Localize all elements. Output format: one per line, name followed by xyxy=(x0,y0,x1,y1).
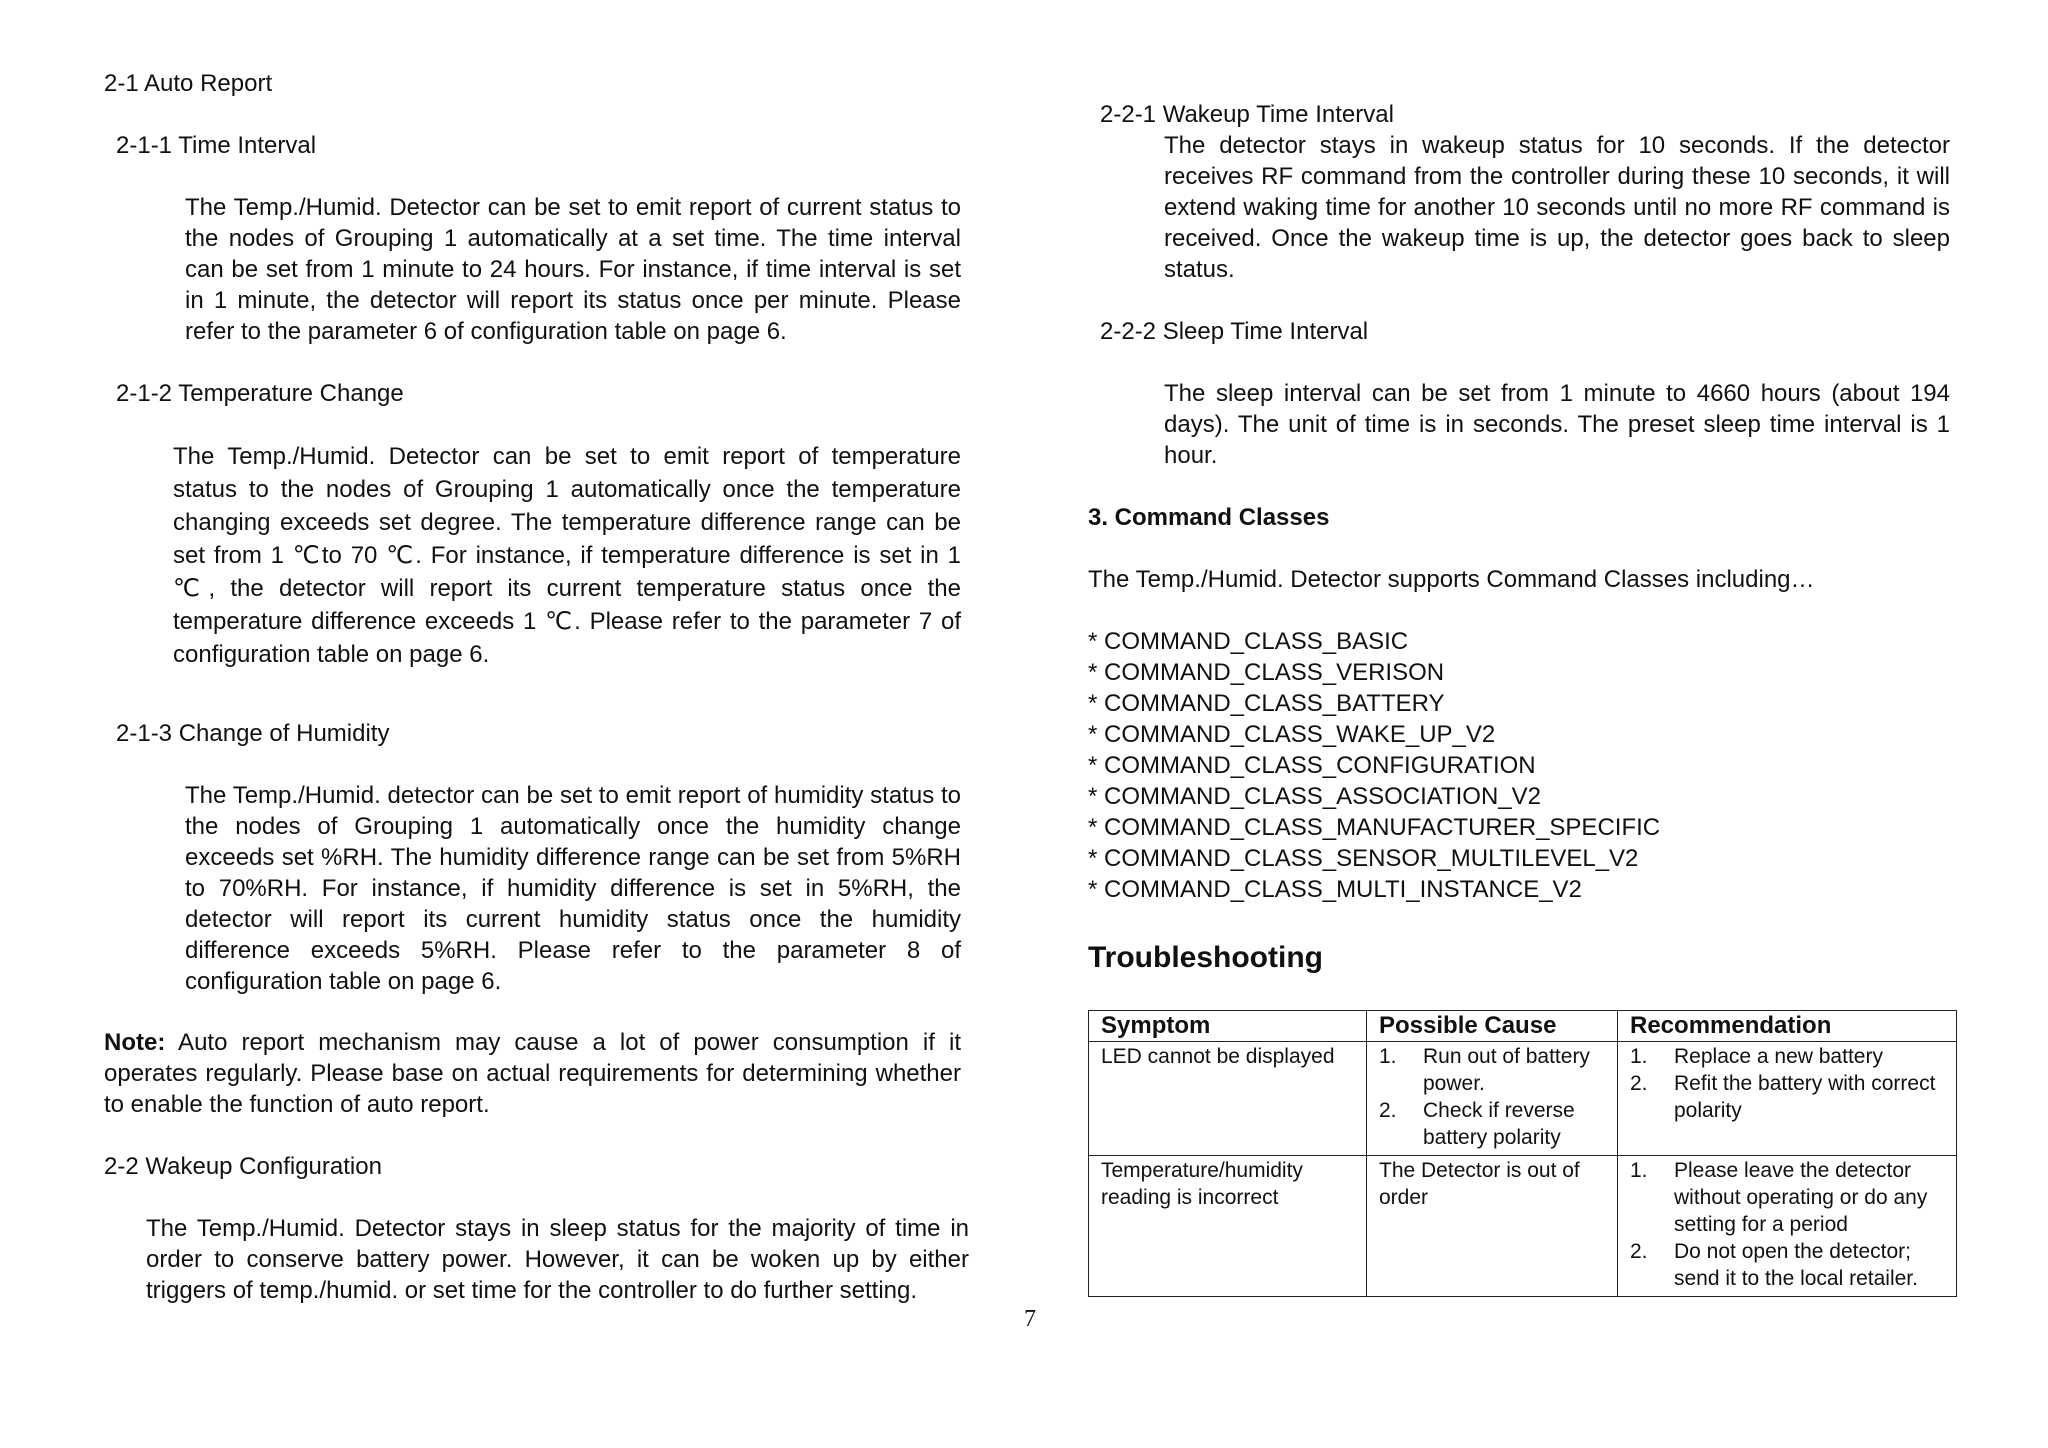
command-classes-intro: The Temp./Humid. Detector supports Command Classes including… xyxy=(1088,566,1815,593)
list-item: * COMMAND_CLASS_WAKE_UP_V2 xyxy=(1088,721,1496,748)
recommendation-cell xyxy=(1618,1042,1957,1156)
heading-2-2: 2-2 Wakeup Configuration xyxy=(104,1153,382,1180)
recommendation-list xyxy=(1630,1043,1944,1124)
list-text: Refit the battery with correct polarity xyxy=(1674,1072,1936,1122)
heading-2-1-1: 2-1-1 Time Interval xyxy=(116,132,317,159)
paragraph-2-1-3: The Temp./Humid. detector can be set to emit report of humidity status to the nodes of Grouping 1 automatically once the humidity change exceeds set %RH. The humidity difference range can be set from 5%RH to 70%RH. For instance, if humidity difference is set in 5%RH, the detector will report its current humidity status once the humidity difference exceeds 5%RH. Please refer to the parameter 8 of configuration table on page 6. xyxy=(185,782,961,995)
heading-2-2-1: 2-2-1 Wakeup Time Interval xyxy=(1100,101,1394,128)
list-item xyxy=(1379,1097,1605,1151)
column-header-recommendation: Recommendation xyxy=(1618,1011,1957,1042)
paragraph-2-2: The Temp./Humid. Detector stays in sleep status for the majority of time in order to conserve battery power. However, it can be woken up by either triggers of temp./humid. or set time for the controller to do further setting. xyxy=(146,1215,969,1304)
list-text: Please leave the detector without operating or do any setting for a period xyxy=(1674,1159,1928,1236)
cause-cell xyxy=(1367,1042,1618,1156)
note-paragraph xyxy=(104,1027,961,1120)
paragraph-2-1-1: The Temp./Humid. Detector can be set to emit report of current status to the nodes of Grouping 1 automatically at a set time. The time interval can be set from 1 minute to 24 hours. For instance, if time interval is set in 1 minute, the detector will report its status once per minute. Please refer to the parameter 6 of configuration table on page 6. xyxy=(185,194,961,345)
heading-2-1-2: 2-1-2 Temperature Change xyxy=(116,380,404,407)
column-header-cause: Possible Cause xyxy=(1367,1011,1618,1042)
table-header-row xyxy=(1089,1011,1957,1042)
table-row xyxy=(1089,1156,1957,1297)
list-item xyxy=(1379,1043,1605,1097)
list-number: 2. xyxy=(1630,1072,1648,1095)
command-class-list xyxy=(1088,626,1660,905)
list-item xyxy=(1630,1238,1944,1292)
list-item: * COMMAND_CLASS_BASIC xyxy=(1088,628,1409,655)
list-item: * COMMAND_CLASS_ASSOCIATION_V2 xyxy=(1088,783,1542,810)
heading-2-1: 2-1 Auto Report xyxy=(104,70,273,97)
note-text: Auto report mechanism may cause a lot of power consumption if it operates regularly. Please base on actual requirements for determining whether to enable the function of auto report. xyxy=(104,1029,961,1118)
heading-command-classes: 3. Command Classes xyxy=(1088,504,1330,531)
page-number: 7 xyxy=(1024,1306,1036,1332)
list-text: Run out of battery power. xyxy=(1423,1045,1590,1095)
heading-2-1-3: 2-1-3 Change of Humidity xyxy=(116,720,390,747)
list-item: * COMMAND_CLASS_SENSOR_MULTILEVEL_V2 xyxy=(1088,845,1639,872)
recommendation-cell xyxy=(1618,1156,1957,1297)
list-item xyxy=(1630,1070,1944,1124)
list-text: Do not open the detector; send it to the local retailer. xyxy=(1674,1240,1918,1290)
paragraph-2-1-2: The Temp./Humid. Detector can be set to emit report of temperature status to the nodes of Grouping 1 automatically once the temperature changing exceeds set degree. The temperature difference range can be set from 1 ℃to 70 ℃. For instance, if temperature difference is set in 1 ℃, the detector will report its current temperature status once the temperature difference exceeds 1 ℃. Please refer to the parameter 7 of configuration table on page 6. xyxy=(173,443,961,668)
list-number: 1. xyxy=(1379,1045,1397,1068)
note-label: Note: xyxy=(104,1029,166,1056)
list-number: 1. xyxy=(1630,1045,1648,1068)
list-item: * COMMAND_CLASS_BATTERY xyxy=(1088,690,1445,717)
paragraph-2-2-2: The sleep interval can be set from 1 minute to 4660 hours (about 194 days). The unit of time is in seconds. The preset sleep time interval is 1 hour. xyxy=(1164,380,1950,469)
list-item xyxy=(1630,1043,1944,1070)
troubleshooting-title: Troubleshooting xyxy=(1088,941,1323,974)
list-item: * COMMAND_CLASS_MULTI_INSTANCE_V2 xyxy=(1088,876,1582,903)
troubleshooting-table xyxy=(1088,1010,1957,1297)
list-number: 2. xyxy=(1630,1240,1648,1263)
list-text: Replace a new battery xyxy=(1674,1045,1883,1068)
symptom-cell: Temperature/humidity reading is incorrect xyxy=(1089,1156,1367,1297)
heading-2-2-2: 2-2-2 Sleep Time Interval xyxy=(1100,318,1369,345)
recommendation-list xyxy=(1630,1157,1944,1292)
list-text: Check if reverse battery polarity xyxy=(1423,1099,1575,1149)
column-header-symptom: Symptom xyxy=(1089,1011,1367,1042)
list-item: * COMMAND_CLASS_MANUFACTURER_SPECIFIC xyxy=(1088,814,1661,841)
cause-cell: The Detector is out of order xyxy=(1367,1156,1618,1297)
cause-list xyxy=(1379,1043,1605,1151)
list-number: 2. xyxy=(1379,1099,1397,1122)
list-item: * COMMAND_CLASS_CONFIGURATION xyxy=(1088,752,1536,779)
paragraph-2-2-1: The detector stays in wakeup status for 10 seconds. If the detector receives RF command from the controller during these 10 seconds, it will extend waking time for another 10 seconds until no more RF command is received. Once the wakeup time is up, the detector goes back to sleep status. xyxy=(1164,132,1950,283)
table-row xyxy=(1089,1042,1957,1156)
list-item: * COMMAND_CLASS_VERISON xyxy=(1088,659,1445,686)
list-number: 1. xyxy=(1630,1159,1648,1182)
list-item xyxy=(1630,1157,1944,1238)
symptom-cell: LED cannot be displayed xyxy=(1089,1042,1367,1156)
